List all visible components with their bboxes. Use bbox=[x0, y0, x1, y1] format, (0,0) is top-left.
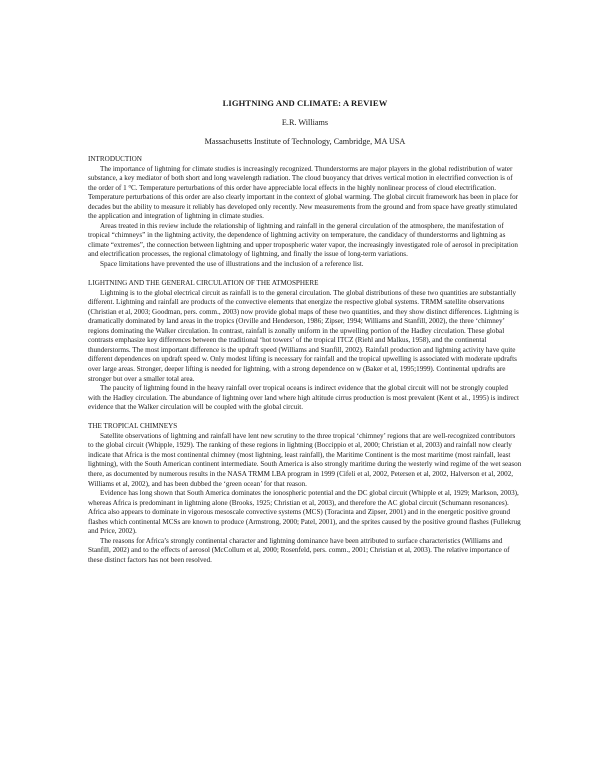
paragraph-text: The importance of lightning for climate studies is increasingly recognized. Thunderstorms are major players in the global redistribution of water substance, a key mediator of both short and long wavelength radiation. The cloud buoyancy that drives vertical motion in electrified convection is of the order of 1 bbox=[88, 164, 513, 192]
section-heading-general-circulation: LIGHTNING AND THE GENERAL CIRCULATION OF THE ATMOSPHERE bbox=[88, 279, 319, 288]
paragraph-tropical-chimneys-2: Evidence has long shown that South America dominates the ionospheric potential and the DC global circuit (Whipple et al, 1929; Markson, 2003), whereas Africa is predominant in lightning alone (Brooks, 1925; Christian et al, 2003), and therefore the AC global circuit (Schumann resonances). Africa also appears to dominate in vigorous mesoscale convective systems (MCS) (Toracinta and Zipser, 2001) and in the energetic positive ground flashes which continental MCSs are known to produce (Armstrong, 2000; Patel, 2001), and the sprites caused by the positive ground flashes (Fullekrug and Price, 2002). bbox=[88, 489, 521, 536]
paper-page bbox=[88, 98, 522, 565]
paper-title: LIGHTNING AND CLIMATE: A REVIEW bbox=[222, 98, 388, 108]
paragraph-text: C. Temperature perturbations of this order have appreciable local effects in the highly nonlinear process of cloud electrification. Temperature perturbations of this order are also clearly important in the context of global warming. The global circuit framework has been in place for decades but the ability to measure it reliably has developed only recently. New measurements from the ground and from space have greatly stimulated the application and integration of lightning in climate studies. bbox=[88, 183, 519, 221]
paragraph-tropical-chimneys-1: Satellite observations of lightning and rainfall have lent new scrutiny to the three tropical ‘chimney’ regions that are well-recognized contributors to the global circuit (Whipple, 1929). The ranking of these regions in lightning (Boccippio et al, 2000; Christian et al, 2003) and rainfall now clearly indicate that Africa is the most continental chimney (most lightning, least rainfall), the Maritime Continent is the most maritime (most rainfall, least lightning), with the South American continent intermediate. South America is also strongly maritime during the westerly wind regime of the wet season there, as documented by numerous results in the NASA TRMM LBA program in 1999 (Cifeli et al, 2002, Petersen et al, 2002, Halverson et al, 2002, Williams et al, 2002), and has been dubbed the ‘green ocean’ for that reason. bbox=[88, 431, 522, 488]
section-heading-introduction: INTRODUCTION bbox=[88, 155, 142, 163]
paper-affiliation: Massachusetts Institute of Technology, Cambridge, MA USA bbox=[204, 137, 406, 146]
section-general-circulation bbox=[88, 279, 522, 413]
degree-superscript: o bbox=[128, 184, 131, 190]
paragraph-general-circulation-1: Lightning is to the global electrical circuit as rainfall is to the general circulation. The global distributions of these two quantities are substantially different. Lightning and rainfall are products of the convective elements that energize the respective global systems. TRMM satellite observations (Christian et al, 2003; Goodman, pers. comm., 2003) now provide global maps of these two quantities, and they show distinct differences. Lightning is dramatically dominated by land areas in the tropics (Orville and Henderson, 1986; Zipser, 1994; Williams and Stanfill, 2002), the three ‘chimney’ regions dominating the Walker circulation. In contrast, rainfall is zonally uniform in the upwelling portion of the Hadley circulation. These global contrasts emphasize key differences between the traditional ‘hot towers’ of the tropical ITCZ (Riehl and Malkus, 1958), and the continental thunderstorms. The most important difference is the updraft speed (Williams and Stanfill, 2002). Rainfall production and lightning activity have quite different dependences on updraft speed w. Only modest lifting is necessary for rainfall and the tropical upwelling is associated with moderate updrafts over large areas. Stronger, deeper lifting is needed for lightning, with a strong dependence on w (Baker et al, 1995;1999). Continental updrafts are stronger but over a smaller total area. bbox=[88, 288, 519, 383]
section-heading-tropical-chimneys: THE TROPICAL CHIMNEYS bbox=[88, 422, 178, 431]
paragraph-tropical-chimneys-3: The reasons for Africa’s strongly continental character and lightning dominance have been attributed to surface characteristics (Williams and Stanfill, 2002) and to the effects of aerosol (McCollum et al, 2000; Rosenfeld, pers. comm., 2001; Christian et al, 2003). The relative importance of these distinct factors has not been resolved. bbox=[88, 536, 510, 564]
paragraph-introduction-3: Space limitations have prevented the use of illustrations and the inclusion of a reference list. bbox=[100, 260, 364, 269]
paragraph-general-circulation-2: The paucity of lightning found in the heavy rainfall over tropical oceans is indirect evidence that the global circuit will not be strongly coupled with the Hadley circulation. The abundance of lightning over land where high altitude cirrus production is most prevalent (Kent et al., 1995) is indirect evidence that the Walker circulation will be coupled with the global circuit. bbox=[88, 384, 519, 412]
paragraph-introduction-1 bbox=[88, 165, 522, 222]
section-tropical-chimneys bbox=[88, 422, 522, 565]
paragraph-introduction-2: Areas treated in this review include the relationship of lightning and rainfall in the general circulation of the atmosphere, the manifestation of tropical “chimneys” in the lightning activity, the dependence of lightning activity on temperature, the candidacy of thunderstorms and lightning as climate “extremes”, the connection between lightning and upper tropospheric water vapor, the increasingly investigated role of aerosol in precipitation and electrification processes, the regional climatology of lightning, and finally the issue of long-term variations. bbox=[88, 221, 518, 259]
section-introduction bbox=[88, 155, 522, 270]
paper-author: E.R. Williams bbox=[281, 118, 329, 127]
